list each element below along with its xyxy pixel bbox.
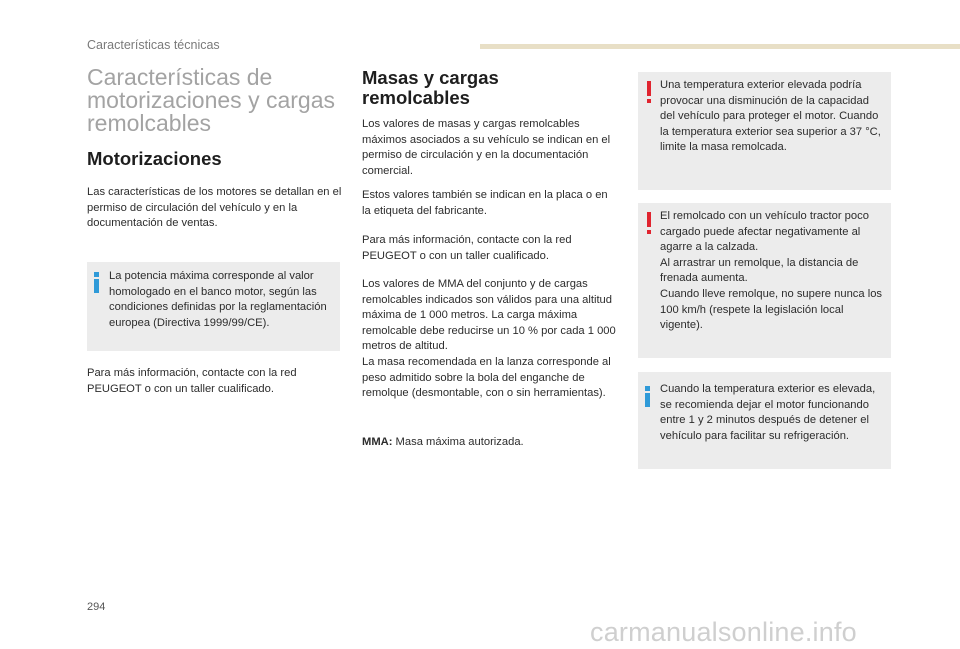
motorizaciones-heading: Motorizaciones: [87, 148, 222, 169]
mma-section: [362, 277, 620, 402]
warning-line-agarre: El remolcado con un vehículo tractor poco cargado puede afectar negativamente al agarre a la calzada.: [660, 210, 869, 254]
mma-paragraph: Los valores de MMA del conjunto y de cargas remolcables indicados son válidos para una altitud máxima de 1 000 metros. La carga máxima remolcable debe reducirse un 10 % por cada 1 000 metros de altitud.: [362, 278, 616, 353]
motorizaciones-intro: Las características de los motores se detallan en el permiso de circulación del vehículo y en la documentación de ventas.: [87, 186, 342, 230]
contact-paragraph-2: Para más información, contacte con la red PEUGEOT o con un taller cualificado.: [362, 234, 572, 262]
page-title: Características de motorizaciones y cargas remolcables: [87, 64, 335, 136]
masas-paragraph-1: Los valores de masas y cargas remolcables máximos asociados a su vehículo se indican en el permiso de circulación y en la documentación comercial.: [362, 118, 611, 177]
warning-box-text-1: Una temperatura exterior elevada podría provocar una disminución de la capacidad del vehículo para proteger el motor. Cuando la temperatura exterior sea superior a 37 °C, limite la masa remolcada.: [660, 79, 881, 154]
warning-box-remolcado: [638, 203, 891, 358]
info-icon: [94, 279, 99, 293]
page-number: 294: [87, 601, 106, 613]
lanza-paragraph: La masa recomendada en la lanza corresponde al peso admitido sobre la bola del enganche de remolque (desmontable, con o sin herramientas).: [362, 355, 611, 400]
mma-text: Masa máxima autorizada.: [392, 436, 524, 448]
warning-icon: [647, 81, 651, 96]
contact-paragraph-1: Para más información, contacte con la red PEUGEOT o con un taller cualificado.: [87, 367, 297, 395]
warning-line-velocidad: Cuando lleve remolque, no supere nunca los 100 km/h (respete la legislación local vigente).: [660, 287, 883, 332]
warning-icon: [647, 212, 651, 227]
info-box-refrigeracion: [638, 372, 891, 469]
info-box-potencia: [87, 262, 340, 351]
info-box-text-2: Cuando la temperatura exterior es elevada, se recomienda dejar el motor funcionando entre 1 y 2 minutos después de detener el vehículo para facilitar su refrigeración.: [660, 383, 876, 442]
warning-box-text-2: [660, 209, 888, 334]
mma-definition: [362, 435, 617, 451]
warning-line-frenada: Al arrastrar un remolque, la distancia de frenada aumenta.: [660, 256, 859, 285]
section-label: Características técnicas: [87, 38, 220, 52]
mma-label: MMA:: [362, 436, 393, 448]
masas-paragraph-2: Estos valores también se indican en la placa o en la etiqueta del fabricante.: [362, 189, 608, 217]
masas-heading: Masas y cargas remolcables: [362, 67, 499, 108]
watermark: carmanualsonline.info: [590, 617, 857, 647]
info-box-text: La potencia máxima corresponde al valor homologado en el banco motor, según las condiciones definidas por la reglamentación europea (Directiva 1999/99/CE).: [109, 270, 327, 329]
header-rule: [480, 44, 960, 49]
warning-box-temperatura: [638, 72, 891, 190]
info-icon: [645, 393, 650, 407]
